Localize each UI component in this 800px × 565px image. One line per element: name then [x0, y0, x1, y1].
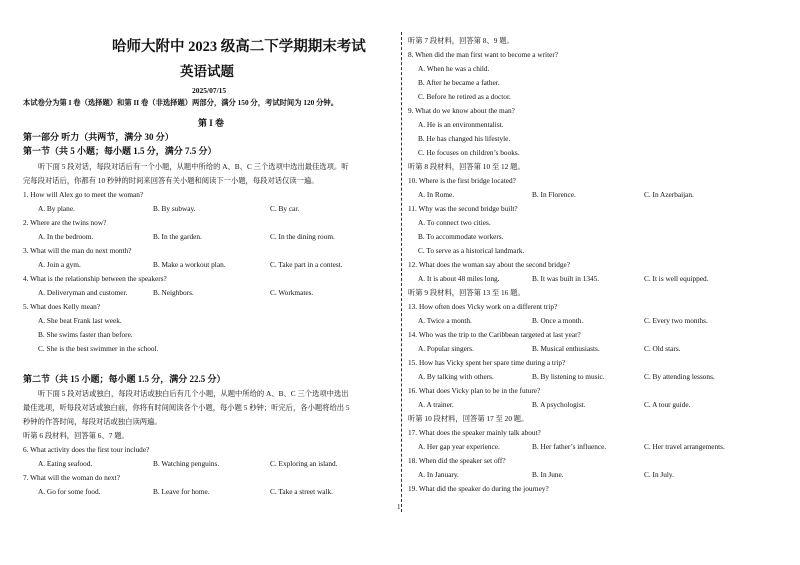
option-12c: C. It is well equipped.	[644, 274, 709, 283]
question-18: 18. When did the speaker set off?	[408, 456, 506, 465]
question-4: 4. What is the relationship between the speakers?	[23, 274, 167, 283]
option-15a: A. By talking with others.	[418, 372, 494, 381]
question-19: 19. What did the speaker do during the journey?	[408, 484, 549, 493]
question-17: 17. What does the speaker mainly talk about?	[408, 428, 541, 437]
question-9: 9. What do we know about the man?	[408, 106, 515, 115]
option-1a: A. By plane.	[38, 204, 75, 213]
question-10: 10. Where is the first bridge located?	[408, 176, 516, 185]
option-17a: A. Her gap year experience.	[418, 442, 500, 451]
material-lead-6: 听第 6 段材料，回答第 6、7 题。	[23, 431, 129, 440]
option-10c: C. In Azerbaijan.	[644, 190, 694, 199]
option-11c: C. To serve as a historical landmark.	[418, 246, 525, 255]
option-16b: B. A psychologist.	[532, 400, 586, 409]
option-14c: C. Old stars.	[644, 344, 681, 353]
question-3: 3. What will the man do next month?	[23, 246, 132, 255]
exam-date: 2025/07/15	[192, 86, 227, 95]
option-10a: A. In Rome.	[418, 190, 455, 199]
option-17b: B. Her father’s influence.	[532, 442, 607, 451]
option-6a: A. Eating seafood.	[38, 459, 93, 468]
question-2: 2. Where are the twins now?	[23, 218, 107, 227]
option-18a: A. In January.	[418, 470, 459, 479]
question-1: 1. How will Alex go to meet the woman?	[23, 190, 144, 199]
option-9b: B. He has changed his lifestyle.	[418, 134, 511, 143]
material-lead-10: 听第 10 段材料，回答第 17 至 20 题。	[408, 414, 529, 423]
section1-instruction: 完每段对话后，你都有 10 秒钟的时间来回答有关小题和阅读下一小题，每段对话仅读一遍。	[23, 176, 319, 185]
option-8c: C. Before he retired as a doctor.	[418, 92, 511, 101]
option-16c: C. A tour guide.	[644, 400, 691, 409]
option-18c: C. In July.	[644, 470, 674, 479]
exam-title: 哈师大附中 2023 级高二下学期期末考试	[112, 39, 366, 55]
question-13: 13. How often does Vicky work on a different trip?	[408, 302, 558, 311]
option-5a: A. She beat Frank last week.	[38, 316, 122, 325]
option-14a: A. Popular singers.	[418, 344, 474, 353]
subject-title: 英语试题	[180, 64, 234, 79]
option-14b: B. Musical enthusiasts.	[532, 344, 600, 353]
option-9a: A. He is an environmentalist.	[418, 120, 504, 129]
question-7: 7. What will the woman do next?	[23, 473, 120, 482]
page-number: 1	[397, 503, 401, 511]
option-13b: B. Once a month.	[532, 316, 584, 325]
option-6c: C. Exploring an island.	[270, 459, 338, 468]
option-11a: A. To connect two cities.	[418, 218, 491, 227]
option-2b: B. In the garden.	[153, 232, 202, 241]
material-lead-8: 听第 8 段材料，回答第 10 至 12 题。	[408, 162, 525, 171]
option-5b: B. She swims faster than before.	[38, 330, 133, 339]
option-16a: A. A trainer.	[418, 400, 454, 409]
option-8b: B. After he became a father.	[418, 78, 500, 87]
option-15b: B. By listening to music.	[532, 372, 605, 381]
part1-title: 第一部分 听力（共两节，满分 30 分）	[23, 132, 174, 142]
option-7a: A. Go for some food.	[38, 487, 101, 496]
option-1c: C. By car.	[270, 204, 300, 213]
option-12a: A. It is about 48 miles long.	[418, 274, 500, 283]
material-lead-9: 听第 9 段材料，回答第 13 至 16 题。	[408, 288, 525, 297]
material-lead-7: 听第 7 段材料，回答第 8、9 题。	[408, 36, 514, 45]
option-3b: B. Make a workout plan.	[153, 260, 226, 269]
section1-title: 第一节（共 5 小题；每小题 1.5 分，满分 7.5 分）	[23, 146, 217, 156]
section2-instruction: 最佳选项，听每段对话或独白前，你将有时间阅读各个小题，每小题 5 秒钟；听完后，各小题将给出 5	[23, 403, 350, 412]
option-12b: B. It was built in 1345.	[532, 274, 600, 283]
option-13a: A. Twice a month.	[418, 316, 472, 325]
column-divider	[401, 32, 402, 512]
exam-note: 本试卷分为第 I 卷（选择题）和第 II 卷（非选择题）两部分，满分 150 分，考试时间为 120 分钟。	[23, 98, 338, 107]
option-4a: A. Deliveryman and customer.	[38, 288, 128, 297]
option-6b: B. Watching penguins.	[153, 459, 220, 468]
question-11: 11. Why was the second bridge built?	[408, 204, 518, 213]
question-6: 6. What activity does the first tour include?	[23, 445, 150, 454]
option-10b: B. In Florence.	[532, 190, 576, 199]
option-5c: C. She is the best swimmer in the school.	[38, 344, 159, 353]
option-1b: B. By subway.	[153, 204, 196, 213]
question-16: 16. What does Vicky plan to be in the future?	[408, 386, 541, 395]
question-8: 8. When did the man first want to become a writer?	[408, 50, 559, 59]
question-14: 14. Who was the trip to the Caribbean targeted at last year?	[408, 330, 581, 339]
option-18b: B. In June.	[532, 470, 564, 479]
section1-instruction: 听下面 5 段对话，每段对话后有一个小题，从题中所给的 A、B、C 三个选项中选出最佳选项。听	[38, 162, 349, 171]
question-5: 5. What does Kelly mean?	[23, 302, 101, 311]
option-2c: C. In the dining room.	[270, 232, 335, 241]
option-7c: C. Take a street walk.	[270, 487, 333, 496]
option-13c: C. Every two months.	[644, 316, 708, 325]
section2-instruction: 听下面 5 段对话或独白，每段对话或独白后有几个小题，从题中所给的 A、B、C 三个选项中选出	[38, 389, 349, 398]
option-7b: B. Leave for home.	[153, 487, 210, 496]
option-17c: C. Her travel arrangements.	[644, 442, 725, 451]
volume-title: 第 I 卷	[198, 118, 225, 128]
option-8a: A. When he was a child.	[418, 64, 490, 73]
option-4c: C. Workmates.	[270, 288, 314, 297]
option-4b: B. Neighbors.	[153, 288, 194, 297]
question-15: 15. How has Vicky spent her spare time during a trip?	[408, 358, 566, 367]
question-12: 12. What does the woman say about the second bridge?	[408, 260, 570, 269]
option-15c: C. By attending lessons.	[644, 372, 715, 381]
section2-instruction: 秒钟的作答时间，每段对话或独白读两遍。	[23, 417, 162, 426]
option-3c: C. Take part in a contest.	[270, 260, 343, 269]
option-3a: A. Join a gym.	[38, 260, 81, 269]
option-2a: A. In the bedroom.	[38, 232, 94, 241]
option-9c: C. He focuses on children’s books.	[418, 148, 520, 157]
option-11b: B. To accommodate workers.	[418, 232, 504, 241]
section2-title: 第二节（共 15 小题；每小题 1.5 分，满分 22.5 分）	[23, 374, 226, 384]
